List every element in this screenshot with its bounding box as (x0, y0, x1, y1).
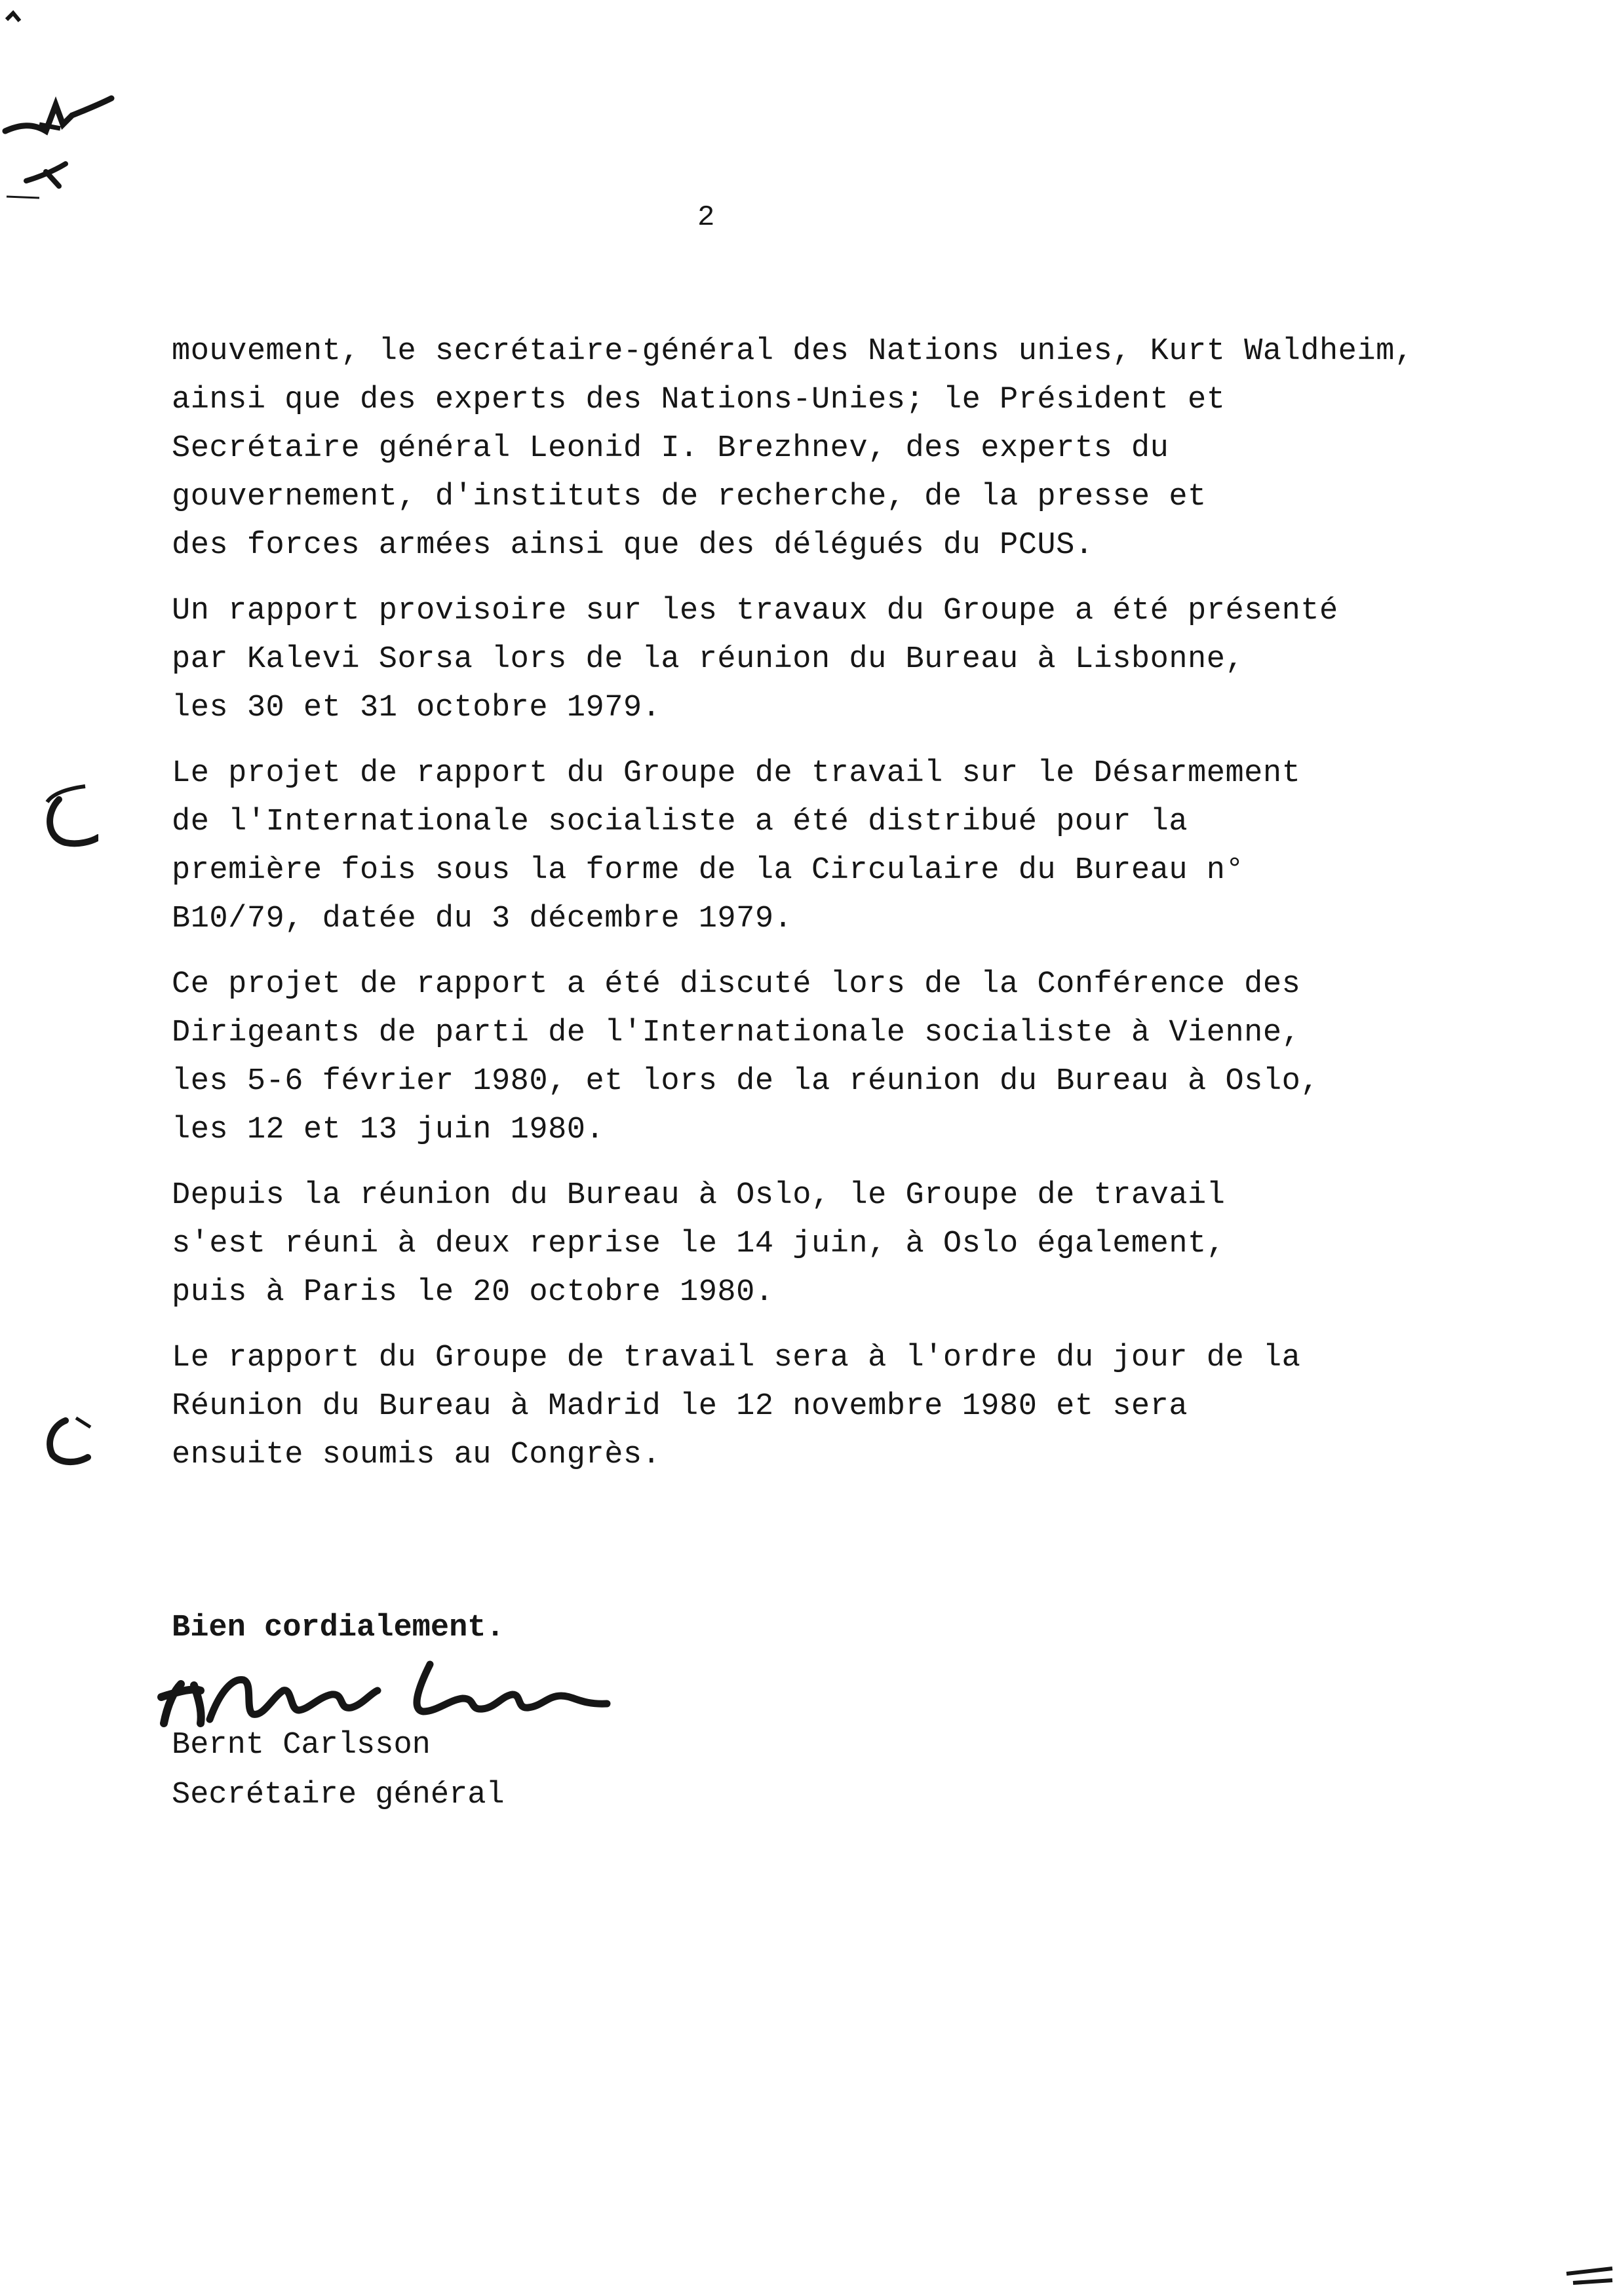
text-line: Dirigeants de parti de l'Internationale socialiste à Vienne, (172, 1016, 1301, 1050)
text-line: Un rapport provisoire sur les travaux du Groupe a été présenté (172, 594, 1338, 628)
signer-name: Bernt Carlsson (172, 1728, 431, 1763)
binder-hole-mark-lower (26, 1409, 98, 1481)
signer-title: Secrétaire général (172, 1778, 505, 1812)
binder-hole-mark (20, 780, 98, 858)
text-line: Le projet de rapport du Groupe de travail sur le Désarmement (172, 756, 1301, 791)
text-line: des forces armées ainsi que des délégués du PCUS. (172, 528, 1094, 563)
text-line: première fois sous la forme de la Circulaire du Bureau n° (172, 853, 1245, 888)
page-number: 2 (697, 201, 715, 234)
text-line: les 5-6 février 1980, et lors de la réunion du Bureau à Oslo, (172, 1064, 1319, 1099)
text-line: les 12 et 13 juin 1980. (172, 1113, 605, 1147)
text-line: par Kalevi Sorsa lors de la réunion du Bureau à Lisbonne, (172, 642, 1245, 677)
text-line: Ce projet de rapport a été discuté lors de la Conférence des (172, 967, 1301, 1002)
text-line: de l'Internationale socialiste a été distribué pour la (172, 805, 1188, 839)
text-line: ensuite soumis au Congrès. (172, 1438, 661, 1472)
paragraph (172, 961, 1515, 1155)
paragraph (172, 750, 1515, 944)
text-line: Depuis la réunion du Bureau à Oslo, le Groupe de travail (172, 1178, 1226, 1213)
margin-scribble-mark (0, 0, 131, 210)
paragraph (172, 328, 1515, 570)
paragraph (172, 587, 1515, 733)
text-line: puis à Paris le 20 octobre 1980. (172, 1275, 774, 1310)
paragraph (172, 1172, 1515, 1317)
handwritten-signature (155, 1651, 627, 1730)
signer-block (172, 1721, 505, 1820)
text-line: les 30 et 31 octobre 1979. (172, 691, 661, 725)
text-line: Le rapport du Groupe de travail sera à l'ordre du jour de la (172, 1341, 1301, 1375)
text-line: gouvernement, d'instituts de recherche, de la presse et (172, 480, 1207, 514)
text-line: ainsi que des experts des Nations-Unies; le Président et (172, 383, 1226, 417)
text-line: mouvement, le secrétaire-général des Nations unies, Kurt Waldheim, (172, 334, 1414, 369)
paragraph (172, 1334, 1515, 1480)
closing-salutation: Bien cordialement. (172, 1611, 505, 1645)
letter-body (172, 328, 1515, 1497)
text-line: Secrétaire général Leonid I. Brezhnev, des experts du (172, 431, 1169, 466)
text-line: Réunion du Bureau à Madrid le 12 novembre 1980 et sera (172, 1389, 1188, 1424)
corner-scan-mark (1560, 2254, 1615, 2296)
text-line: s'est réuni à deux reprise le 14 juin, à Oslo également, (172, 1227, 1226, 1261)
text-line: B10/79, datée du 3 décembre 1979. (172, 902, 793, 936)
